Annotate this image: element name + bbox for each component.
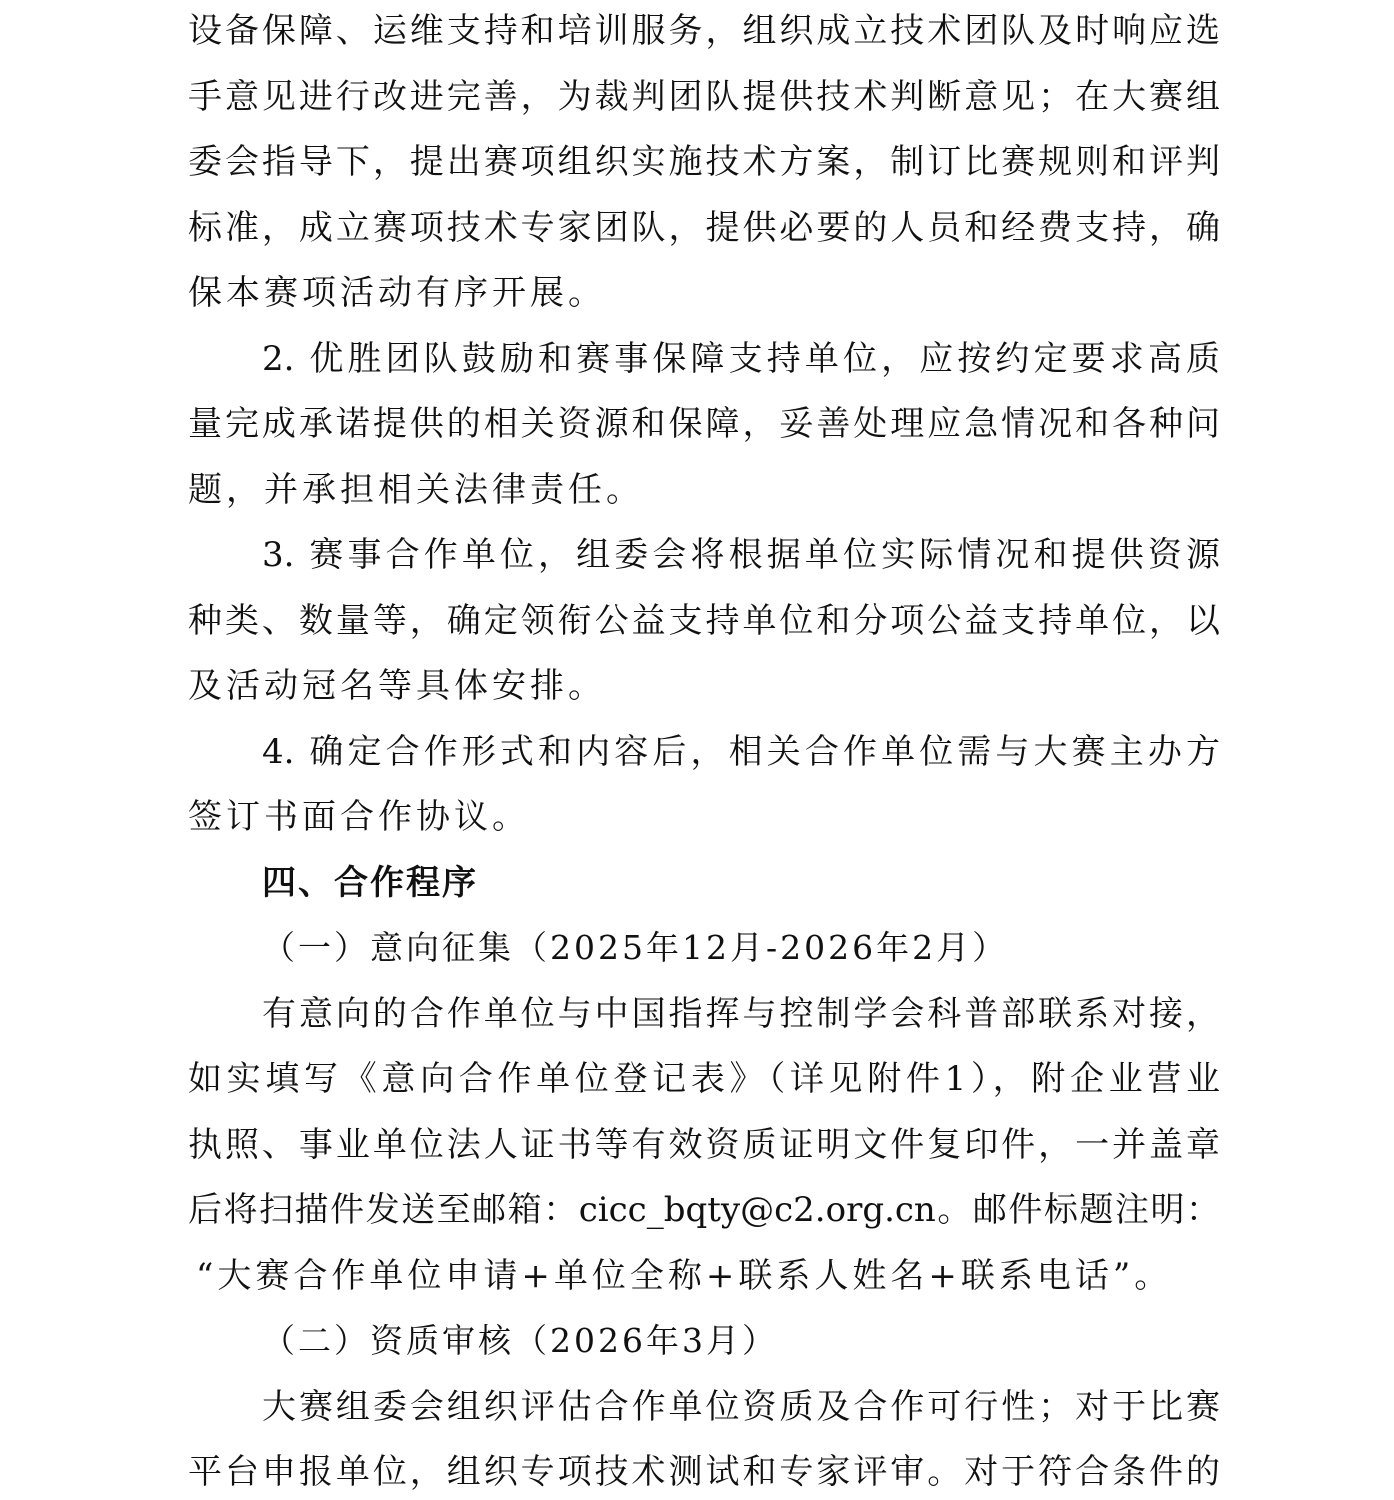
paragraph-line: 委会指导下，提出赛项组织实施技术方案，制订比赛规则和评判 <box>188 142 1220 182</box>
subsection-title: （二）资质审核（2026年3月） <box>262 1321 778 1360</box>
section-heading: 四、合作程序 <box>262 863 478 903</box>
subsection-title: （一）意向征集（2025年12月-2026年2月） <box>262 928 1009 967</box>
paragraph-line: 保本赛项活动有序开展。 <box>188 273 606 313</box>
item-2-line: 题，并承担相关法律责任。 <box>188 470 644 510</box>
subsection-1-line: “大赛合作单位申请+单位全称+联系人姓名+联系电话”。 <box>196 1256 1173 1296</box>
paragraph-line: 手意见进行改进完善，为裁判团队提供技术判断意见；在大赛组 <box>188 77 1220 117</box>
subsection-1-line: 有意向的合作单位与中国指挥与控制学会科普部联系对接， <box>262 994 1220 1034</box>
subsection-2-line: 大赛组委会组织评估合作单位资质及合作可行性；对于比赛 <box>262 1387 1220 1427</box>
item-2-line: 2. 优胜团队鼓励和赛事保障支持单位，应按约定要求高质 <box>262 339 1220 379</box>
item-4-line: 4. 确定合作形式和内容后，相关合作单位需与大赛主办方 <box>262 732 1220 772</box>
item-3-line: 及活动冠名等具体安排。 <box>188 666 606 706</box>
item-4-line: 签订书面合作协议。 <box>188 797 530 837</box>
subsection-1-line-email: 后将扫描件发送至邮箱：cicc_bqty@c2.org.cn。邮件标题注明： <box>188 1190 1220 1230</box>
subsection-1-line: 如实填写《意向合作单位登记表》（详见附件1），附企业营业 <box>188 1059 1220 1099</box>
subsection-2-line: 平台申报单位，组织专项技术测试和专家评审。对于符合条件的 <box>188 1452 1220 1492</box>
item-3-line: 3. 赛事合作单位，组委会将根据单位实际情况和提供资源 <box>262 535 1220 575</box>
paragraph-line: 设备保障、运维支持和培训服务，组织成立技术团队及时响应选 <box>188 11 1220 51</box>
item-2-line: 量完成承诺提供的相关资源和保障，妥善处理应急情况和各种问 <box>188 404 1220 444</box>
paragraph-line: 标准，成立赛项技术专家团队，提供必要的人员和经费支持，确 <box>188 208 1220 248</box>
subsection-1-line: 执照、事业单位法人证书等有效资质证明文件复印件，一并盖章 <box>188 1125 1220 1165</box>
item-3-line: 种类、数量等，确定领衔公益支持单位和分项公益支持单位，以 <box>188 601 1220 641</box>
